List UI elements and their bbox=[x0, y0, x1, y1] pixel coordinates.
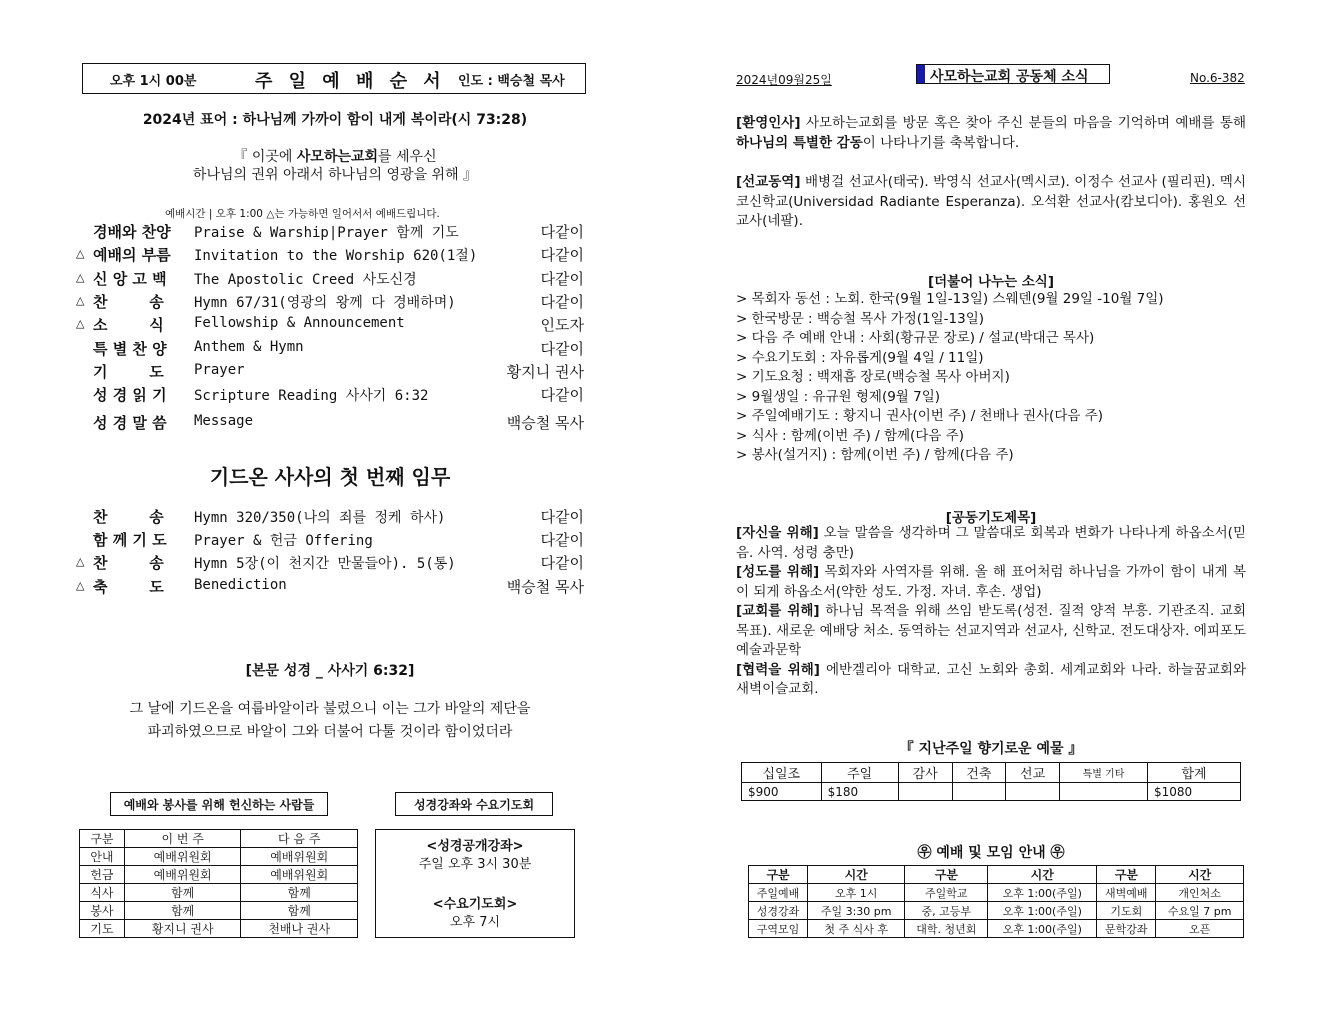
table-row bbox=[749, 884, 1244, 902]
bible-lecture-label: <성경공개강좌> bbox=[426, 839, 524, 854]
offering-value-cell: $900 bbox=[742, 783, 822, 801]
service-table bbox=[79, 829, 358, 938]
sermon-title: 기드온 사사의 첫 번째 임무 bbox=[209, 465, 451, 489]
order-item-name: 찬 송 bbox=[93, 508, 164, 526]
order-item-name: 성 경 말 씀 bbox=[93, 414, 167, 432]
service-cell: 봉사 bbox=[80, 902, 125, 920]
schedule-cell: 성경강좌 bbox=[749, 902, 808, 920]
schedule-cell: 오후 1:00(주일) bbox=[988, 920, 1097, 938]
service-cell: 예배위원회 bbox=[124, 848, 241, 866]
order-item-desc: Praise & Warship|Prayer 함께 기도 bbox=[194, 225, 459, 241]
table-row bbox=[749, 902, 1244, 920]
prayer-item bbox=[736, 661, 1246, 700]
order-item-name: 찬 송 bbox=[93, 554, 164, 572]
order-row bbox=[76, 384, 586, 406]
order-item-desc: Invitation to the Worship 620(1절) bbox=[194, 248, 478, 264]
order-item-desc: Message bbox=[194, 413, 254, 429]
table-row bbox=[80, 866, 358, 884]
prayer-list bbox=[736, 524, 1246, 700]
schedule-cell: 첫 주 식사 후 bbox=[808, 920, 905, 938]
bulletin-title-box bbox=[916, 64, 1110, 84]
order-item-name: 예배의 부름 bbox=[93, 246, 171, 264]
schedule-cell: 문학강좌 bbox=[1097, 920, 1156, 938]
news-item: > 식사 : 함께(이번 주) / 함께(다음 주) bbox=[736, 427, 965, 444]
offering-header-cell: 십일조 bbox=[742, 763, 822, 783]
prayer-text: 에반겔리아 대학교. 고신 노회와 총회. 세계교회와 나라. 하늘꿈교회와 새벽이슬교회. bbox=[736, 661, 1247, 697]
service-cell: 안내 bbox=[80, 848, 125, 866]
bible-lecture-time: 주일 오후 3시 30분 bbox=[418, 857, 532, 872]
order-item-leader: 다같이 bbox=[540, 340, 584, 358]
order-row bbox=[76, 314, 586, 336]
service-header-cell: 다 음 주 bbox=[241, 830, 358, 848]
order-item-name: 함 께 기 도 bbox=[93, 531, 167, 549]
news-title: [더불어 나누는 소식] bbox=[927, 274, 1055, 290]
news-item: > 수요기도회 : 자유롭게(9월 4일 / 11일) bbox=[736, 349, 984, 366]
order-row bbox=[76, 576, 586, 598]
offering-header-cell: 건축 bbox=[952, 763, 1006, 783]
order-item-name: 찬 송 bbox=[93, 293, 164, 311]
offering-header-cell: 선교 bbox=[1006, 763, 1060, 783]
order-row bbox=[76, 338, 586, 360]
order-item-desc: Scripture Reading 사사기 6:32 bbox=[194, 388, 429, 404]
stand-marker: △ bbox=[76, 294, 85, 307]
schedule-header-cell: 구분 bbox=[905, 866, 988, 884]
bible-title-box bbox=[395, 792, 553, 816]
service-cell: 함께 bbox=[241, 902, 358, 920]
year-motto: 2024년 표어 : 하나님께 가까이 함이 내게 복이라(시 73:28) bbox=[142, 112, 528, 128]
schedule-cell: 주일예배 bbox=[749, 884, 808, 902]
service-header-cell: 구분 bbox=[80, 830, 125, 848]
order-item-name: 성 경 읽 기 bbox=[93, 386, 167, 404]
order-item-desc: Prayer bbox=[194, 362, 245, 378]
schedule-cell: 대학. 청년회 bbox=[905, 920, 988, 938]
service-cell: 함께 bbox=[241, 884, 358, 902]
schedule-cell: 오후 1:00(주일) bbox=[988, 884, 1097, 902]
order-item-name: 소 식 bbox=[93, 316, 164, 334]
schedule-cell: 구역모임 bbox=[749, 920, 808, 938]
service-title: 예배와 봉사를 위해 헌신하는 사람들 bbox=[123, 798, 315, 812]
service-cell: 식사 bbox=[80, 884, 125, 902]
service-cell: 기도 bbox=[80, 920, 125, 938]
news-list bbox=[736, 290, 1164, 466]
order-title: 주 일 예 배 순 서 bbox=[255, 71, 446, 92]
order-row bbox=[76, 221, 586, 243]
intro-line-1: 『 이곳에 사모하는교회를 세우신 bbox=[233, 149, 437, 165]
bulletin-date: 2024년09월25일 bbox=[736, 73, 832, 87]
schedule-cell: 오픈 bbox=[1156, 920, 1244, 938]
order-item-name: 신 앙 고 백 bbox=[93, 270, 167, 288]
prayer-text: 목회자와 사역자를 위해. 올 해 표어처럼 하나님을 가까이 함이 내게 복이 되게 하옵소서(약한 성도. 가정. 자녀. 후손. 생업) bbox=[736, 564, 1246, 600]
offering-title: 『 지난주일 향기로운 예물 』 bbox=[899, 741, 1083, 757]
schedule-cell: 개인처소 bbox=[1156, 884, 1244, 902]
order-item-desc: The Apostolic Creed 사도신경 bbox=[194, 272, 417, 288]
prayer-label: [교회를 위해] bbox=[736, 603, 820, 619]
service-cell: 예배위원회 bbox=[124, 866, 241, 884]
order-item-leader: 다같이 bbox=[540, 246, 584, 264]
intro-line-2: 하나님의 권위 아래서 하나님의 영광을 위해 』 bbox=[192, 167, 478, 183]
service-header-cell: 이 번 주 bbox=[124, 830, 241, 848]
service-title-box bbox=[110, 792, 328, 816]
wed-prayer-label: <수요기도회> bbox=[432, 897, 518, 912]
order-row bbox=[76, 244, 586, 266]
title-accent-bar bbox=[917, 65, 925, 83]
order-row bbox=[76, 268, 586, 290]
prayer-label: [협력을 위해] bbox=[736, 661, 820, 678]
schedule-cell: 새벽예배 bbox=[1097, 884, 1156, 902]
order-item-leader: 백승철 목사 bbox=[506, 414, 584, 432]
stand-marker: △ bbox=[76, 317, 85, 330]
offering-table bbox=[741, 762, 1241, 801]
news-item: > 한국방문 : 백승철 목사 가정(1일-13일) bbox=[736, 310, 985, 327]
order-header-box bbox=[82, 63, 586, 94]
schedule-header-cell: 시간 bbox=[1156, 866, 1244, 884]
schedule-cell: 주일 3:30 pm bbox=[808, 902, 905, 920]
stand-marker: △ bbox=[76, 271, 85, 284]
order-item-leader: 다같이 bbox=[540, 531, 584, 549]
schedule-table bbox=[748, 865, 1244, 938]
offering-value-cell bbox=[1006, 783, 1060, 801]
offering-value-cell: $180 bbox=[821, 783, 898, 801]
welcome-paragraph: [환영인사] 사모하는교회를 방문 혹은 찾아 주신 분들의 마음을 기억하며 예배를 통해 하나님의 특별한 감동이 나타나기를 축복합니다. bbox=[736, 115, 1246, 151]
prayer-label: [자신을 위해] bbox=[736, 525, 819, 541]
order-item-name: 경배와 찬양 bbox=[93, 223, 171, 241]
prayer-label: [성도를 위해] bbox=[736, 564, 820, 580]
bible-title: 성경강좌와 수요기도회 bbox=[413, 798, 535, 812]
order-item-leader: 다같이 bbox=[540, 386, 584, 404]
bible-info-box bbox=[375, 829, 575, 938]
verse-line-1: 그 날에 기드온을 여룹바알이라 불렀으니 이는 그가 바알의 제단을 bbox=[129, 701, 531, 717]
leader-label: 인도 : 백승철 목사 bbox=[458, 74, 565, 89]
stand-marker: △ bbox=[76, 579, 85, 592]
order-item-desc: Hymn 5장(이 천지간 만물들아). 5(통) bbox=[194, 556, 456, 572]
order-item-leader: 백승철 목사 bbox=[506, 578, 584, 596]
offering-header-cell: 특별 기타 bbox=[1059, 763, 1147, 783]
schedule-cell: 기도회 bbox=[1097, 902, 1156, 920]
schedule-title: ㉾ 예배 및 모임 안내 ㉾ bbox=[917, 845, 1065, 861]
order-item-desc: Fellowship & Announcement bbox=[194, 315, 405, 331]
prayer-item bbox=[736, 563, 1246, 602]
news-item: > 주일예배기도 : 황지니 권사(이번 주) / 천배나 권사(다음 주) bbox=[736, 408, 1103, 424]
news-item: > 목회자 동선 : 노회. 한국(9월 1일-13일) 스웨덴(9월 29일 -10월 7일) bbox=[736, 291, 1164, 307]
prayer-title: [공동기도제목] bbox=[945, 510, 1037, 526]
order-row bbox=[76, 529, 586, 551]
schedule-header-cell: 구분 bbox=[1097, 866, 1156, 884]
offering-header-cell: 합계 bbox=[1148, 763, 1241, 783]
prayer-item bbox=[736, 602, 1246, 661]
service-cell: 예배위원회 bbox=[241, 866, 358, 884]
order-item-desc: Hymn 320/350(나의 죄를 정케 하사) bbox=[194, 510, 446, 526]
order-item-desc: Hymn 67/31(영광의 왕께 다 경배하며) bbox=[194, 295, 456, 311]
offering-value-cell bbox=[1059, 783, 1147, 801]
order-item-name: 축 도 bbox=[93, 578, 164, 596]
bulletin-title: 사모하는교회 공동체 소식 bbox=[930, 69, 1089, 85]
order-row bbox=[76, 361, 586, 383]
order-row bbox=[76, 412, 586, 434]
schedule-cell: 오후 1:00(주일) bbox=[988, 902, 1097, 920]
order-item-leader: 인도자 bbox=[540, 316, 584, 334]
order-row bbox=[76, 506, 586, 528]
stand-marker: △ bbox=[76, 555, 85, 568]
order-item-leader: 다같이 bbox=[540, 293, 584, 311]
table-row bbox=[80, 884, 358, 902]
order-row bbox=[76, 552, 586, 574]
order-item-desc: Anthem & Hymn bbox=[194, 339, 304, 355]
service-cell: 헌금 bbox=[80, 866, 125, 884]
service-cell: 황지니 권사 bbox=[124, 920, 241, 938]
offering-value-cell bbox=[952, 783, 1006, 801]
order-item-name: 특 별 찬 양 bbox=[93, 340, 167, 358]
service-cell: 함께 bbox=[124, 884, 241, 902]
offering-value-cell bbox=[898, 783, 952, 801]
issue-number: No.6-382 bbox=[1190, 71, 1245, 85]
table-row bbox=[749, 920, 1244, 938]
service-cell: 예배위원회 bbox=[241, 848, 358, 866]
news-item: > 기도요청 : 백재흠 장로(백승철 목사 아버지) bbox=[736, 369, 1010, 385]
order-item-name: 기 도 bbox=[93, 363, 164, 381]
wed-prayer-time: 오후 7시 bbox=[449, 915, 501, 930]
order-item-desc: Prayer & 헌금 Offering bbox=[194, 533, 373, 549]
verse-line-2: 파괴하였으므로 바알이 그와 더불어 다툴 것이라 함이었더라 bbox=[147, 724, 513, 740]
service-cell: 함께 bbox=[124, 902, 241, 920]
scripture-title: [본문 성경 _ 사사기 6:32] bbox=[245, 663, 415, 679]
news-item: > 봉사(설거지) : 함께(이번 주) / 함께(다음 주) bbox=[736, 447, 1014, 463]
schedule-cell: 수요일 7 pm bbox=[1156, 902, 1244, 920]
schedule-header-cell: 구분 bbox=[749, 866, 808, 884]
mission-paragraph: [선교동역] 배병걸 선교사(태국). 박영식 선교사(멕시코). 이정수 선교사 (필리핀). 멕시코신학교(Universidad Radiante Esperanza). 오석환 선교사(캄보디아). 홍원오 선교사(네팔). bbox=[736, 174, 1246, 229]
order-item-leader: 다같이 bbox=[540, 508, 584, 526]
table-row bbox=[80, 920, 358, 938]
schedule-cell: 중, 고등부 bbox=[905, 902, 988, 920]
table-row bbox=[80, 902, 358, 920]
order-item-leader: 다같이 bbox=[540, 223, 584, 241]
order-item-leader: 다같이 bbox=[540, 270, 584, 288]
schedule-cell: 오후 1시 bbox=[808, 884, 905, 902]
news-item: > 다음 주 예배 안내 : 사회(황규문 장로) / 설교(박대근 목사) bbox=[736, 330, 1095, 346]
prayer-text: 오늘 말씀을 생각하며 그 말씀대로 회복과 변화가 나타나게 하옵소서(믿음. 사역. 성령 충만) bbox=[736, 525, 1246, 561]
prayer-text: 하나님 목적을 위해 쓰임 받도록(성전. 질적 양적 부흥. 기관조직. 교회 목표). 새로운 예배당 처소. 동역하는 선교지역과 선교사, 신학교. 전도대상자. 에피포도예술과문학 bbox=[736, 603, 1246, 658]
order-item-leader: 다같이 bbox=[540, 554, 584, 572]
stand-marker: △ bbox=[76, 247, 85, 260]
schedule-header-cell: 시간 bbox=[808, 866, 905, 884]
table-row bbox=[80, 848, 358, 866]
service-time: 오후 1시 00분 bbox=[110, 74, 197, 89]
offering-value-cell: $1080 bbox=[1148, 783, 1241, 801]
offering-header-cell: 감사 bbox=[898, 763, 952, 783]
order-item-leader: 황지니 권사 bbox=[506, 363, 584, 381]
schedule-cell: 주일학교 bbox=[905, 884, 988, 902]
order-row bbox=[76, 291, 586, 313]
news-item: > 9월생일 : 유규원 형제(9월 7일) bbox=[736, 388, 941, 405]
schedule-header-cell: 시간 bbox=[988, 866, 1097, 884]
order-item-desc: Benediction bbox=[194, 577, 287, 593]
service-cell: 천배나 권사 bbox=[241, 920, 358, 938]
worship-note: 예배시간 | 오후 1:00 △는 가능하면 일어서서 예배드립니다. bbox=[165, 208, 440, 220]
offering-header-cell: 주일 bbox=[821, 763, 898, 783]
prayer-item bbox=[736, 524, 1246, 563]
